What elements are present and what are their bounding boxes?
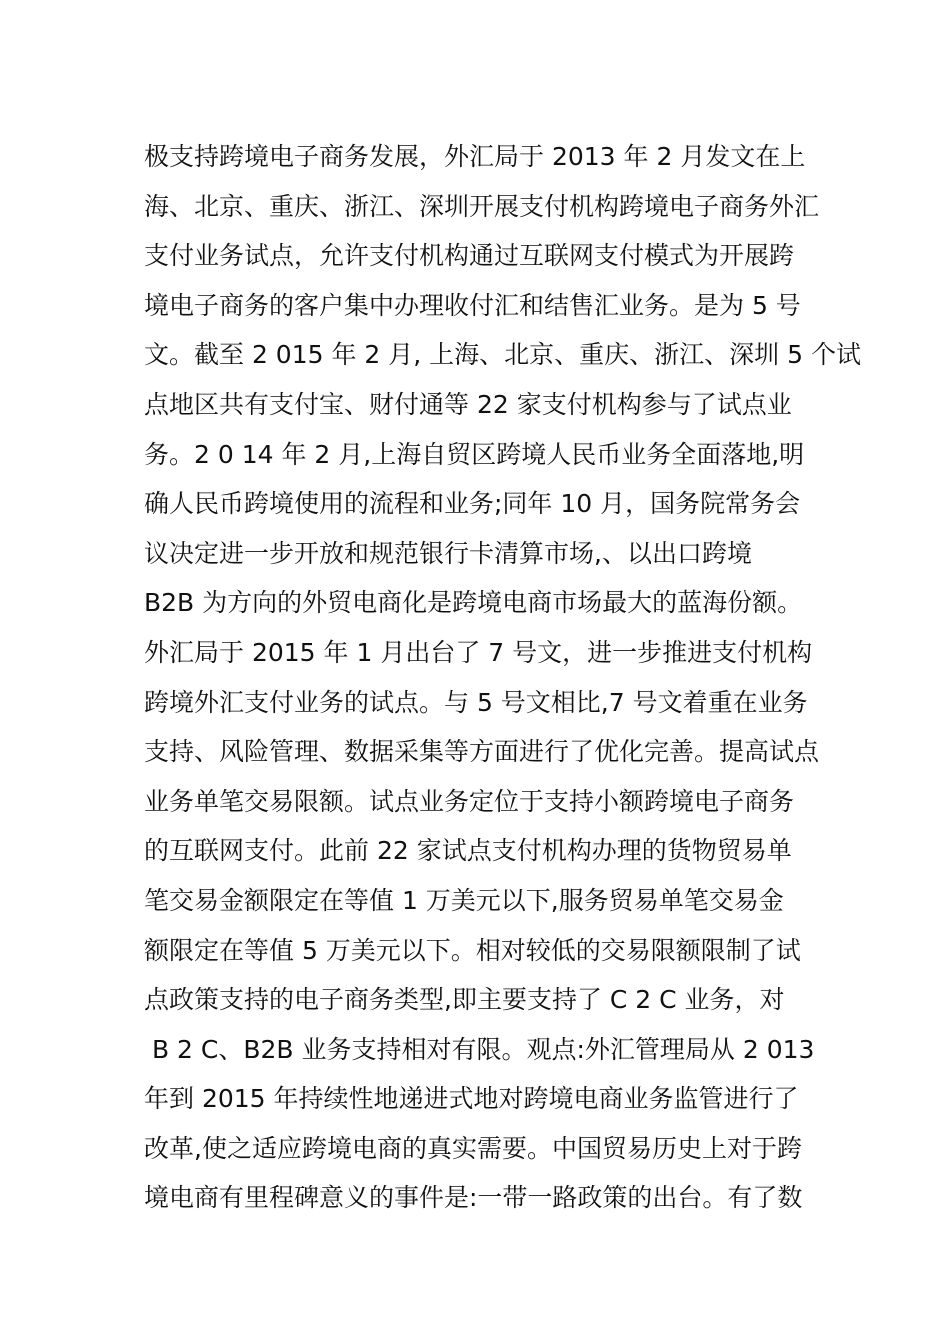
body-paragraph (144, 132, 861, 1223)
text-line: 业务单笔交易限额。试点业务定位于支持小额跨境电子商务 (144, 786, 795, 816)
text-line: 支付业务试点，允许支付机构通过互联网支付模式为开展跨 (144, 241, 795, 271)
text-line: 外汇局于 2015 年 1 月出台了 7 号文，进一步推进支付机构 (144, 637, 813, 667)
text-line: 笔交易金额限定在等值 1 万美元以下,服务贸易单笔交易金 (144, 885, 784, 915)
text-line: 议决定进一步开放和规范银行卡清算市场,、以出口跨境 (144, 538, 752, 568)
text-line: 境电子商务的客户集中办理收付汇和结售汇业务。是为 5 号 (144, 290, 801, 320)
text-line: 年到 2015 年持续性地递进式地对跨境电商业务监管进行了 (144, 1084, 799, 1114)
text-line: 的互联网支付。此前 22 家试点支付机构办理的货物贸易单 (144, 836, 792, 866)
text-line: 极支持跨境电子商务发展，外汇局于 2013 年 2 月发文在上 (144, 142, 806, 171)
text-line: 点政策支持的电子商务类型,即主要支持了 C 2 C 业务，对 (144, 985, 785, 1015)
text-line: 跨境外汇支付业务的试点。与 5 号文相比,7 号文着重在业务 (144, 687, 808, 717)
text-line: 改革,使之适应跨境电商的真实需要。中国贸易历史上对于跨 (144, 1133, 802, 1163)
text-line: B2B 为方向的外贸电商化是跨境电商市场最大的蓝海份额。 (144, 588, 803, 618)
text-line: 额限定在等值 5 万美元以下。相对较低的交易限额限制了试 (144, 935, 801, 965)
text-line: 支持、风险管理、数据采集等方面进行了优化完善。提高试点 (144, 737, 820, 767)
text-line: 文。截至 2 015 年 2 月, 上海、北京、重庆、浙江、深圳 5 个试 (144, 340, 861, 370)
text-line: 点地区共有支付宝、财付通等 22 家支付机构参与了试点业 (144, 389, 792, 419)
text-line: 境电商有里程碑意义的事件是:一带一路政策的出台。有了数 (144, 1183, 803, 1213)
text-line: 确人民币跨境使用的流程和业务;同年 10 月，国务院常务会 (144, 489, 801, 519)
text-line: B 2 C、B2B 业务支持相对有限。观点:外汇管理局从 2 013 (144, 1034, 815, 1064)
text-line: 务。2 0 14 年 2 月,上海自贸区跨境人民币业务全面落地,明 (144, 439, 805, 469)
text-line: 海、北京、重庆、浙江、深圳开展支付机构跨境电子商务外汇 (144, 191, 820, 221)
